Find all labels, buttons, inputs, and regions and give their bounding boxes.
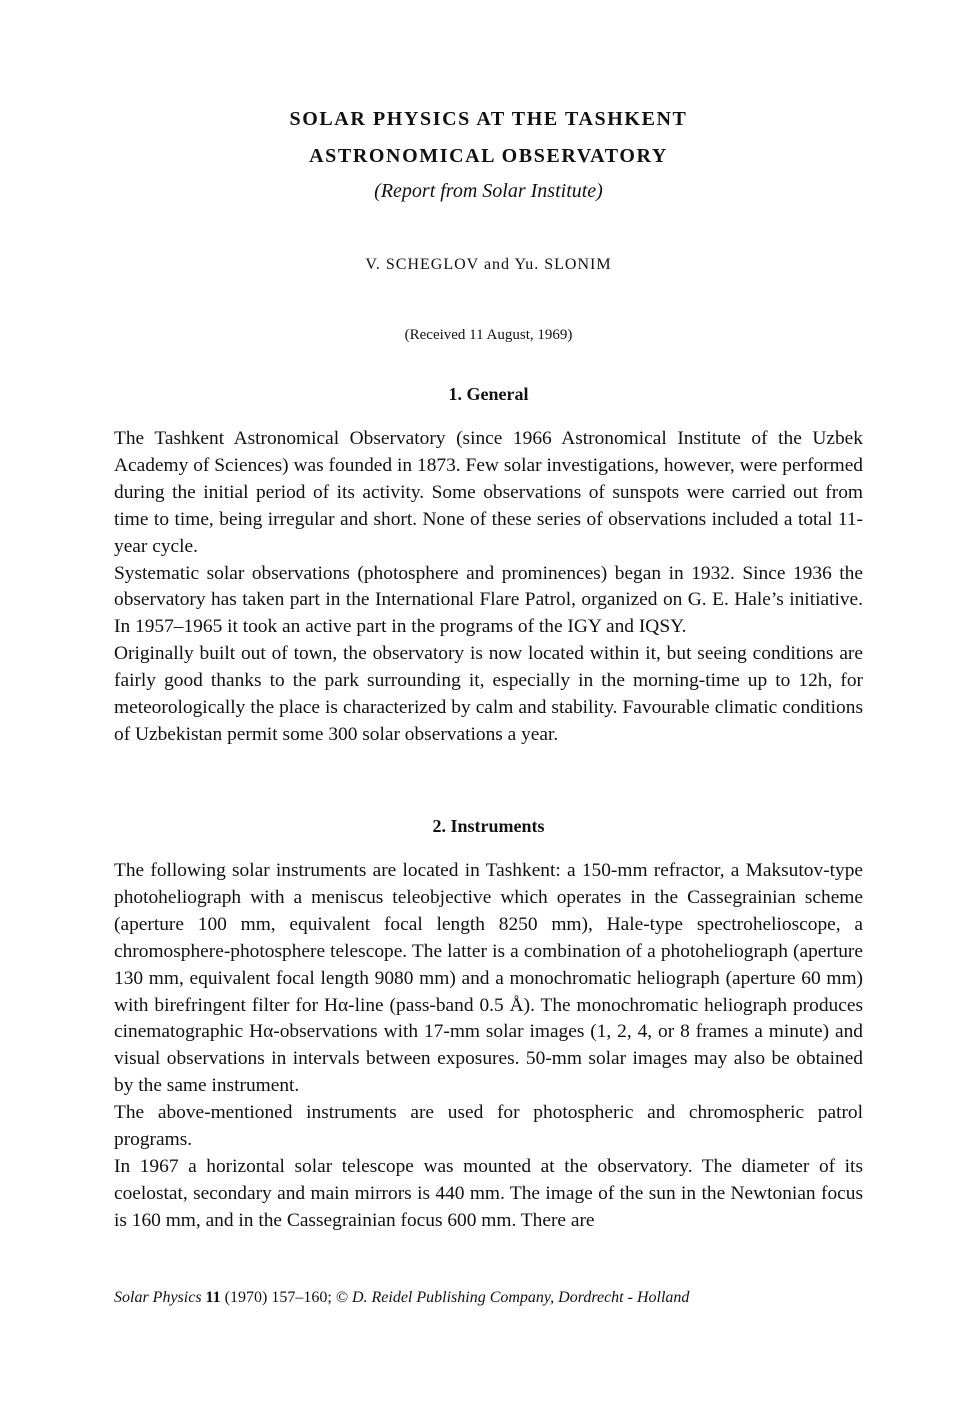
- section-1-heading: 1. General: [448, 384, 529, 404]
- authors: V. SCHEGLOV and Yu. SLONIM: [365, 256, 612, 273]
- paragraph: The above-mentioned instruments are used for photospheric and chromospheric patrol programs.: [114, 1102, 863, 1151]
- paragraph: Originally built out of town, the observatory is now located within it, but seeing conditions are fairly good thanks to the park surrounding it, especially in the morning-time up to 12h, for meteorologically the place is characterized by calm and stability. Favourable climatic conditions of Uzbekistan permit some 300 solar observations a year.: [114, 643, 863, 745]
- journal-pages: (1970) 157–160;: [224, 1289, 332, 1306]
- paragraph: In 1967 a horizontal solar telescope was mounted at the observatory. The diameter of its coelostat, secondary and main mirrors is 440 mm. The image of the sun in the Newtonian focus is 160 mm, and in the Cassegrainian focus 600 mm. There are: [114, 1155, 863, 1231]
- received-date: (Received 11 August, 1969): [404, 327, 573, 343]
- subtitle: (Report from Solar Institute): [374, 180, 603, 202]
- journal-name: Solar Physics: [114, 1289, 202, 1306]
- journal-volume: 11: [205, 1289, 221, 1306]
- paragraph: Systematic solar observations (photosphere and prominences) began in 1932. Since 1936 the observatory has taken part in the International Flare Patrol, organized on G. E. Hale’s initiative. In 1957–1965 it took an active part in the programs of the IGY and IQSY.: [114, 562, 863, 638]
- title-line-2: ASTRONOMICAL OBSERVATORY: [309, 145, 668, 167]
- section-2-body: [114, 858, 863, 1235]
- paragraph: The following solar instruments are located in Tashkent: a 150-mm refractor, a Maksutov-type photoheliograph with a meniscus teleobjective which operates in the Cassegrainian scheme (aperture 100 mm, equivalent focal length 8250 mm), Hale-type spectrohelioscope, a chromosphere-photosphere telescope. The latter is a combination of a photoheliograph (aperture 130 mm, equivalent focal length 9080 mm) and a monochromatic heliograph (aperture 60 mm) with birefringent filter for Hα-line (pass-band 0.5 Å). The monochromatic heliograph produces cinematographic Hα-observations with 17-mm solar images (1, 2, 4, or 8 frames a minute) and visual observations in intervals between exposures. 50-mm solar images may also be obtained by the same instrument.: [114, 860, 863, 1097]
- citation-footer: [114, 1289, 863, 1307]
- paragraph: The Tashkent Astronomical Observatory (since 1966 Astronomical Institute of the Uzbek Academy of Sciences) was founded in 1873. Few solar investigations, however, were performed during the initial period of its activity. Some observations of sunspots were carried out from time to time, being irregular and short. None of these series of observations included a total 11-year cycle.: [114, 428, 863, 557]
- section-1-body: [114, 426, 863, 749]
- section-2-heading: 2. Instruments: [432, 816, 545, 836]
- title-line-1: SOLAR PHYSICS AT THE TASHKENT: [289, 108, 688, 130]
- publisher: © D. Reidel Publishing Company, Dordrecht - Holland: [335, 1289, 690, 1306]
